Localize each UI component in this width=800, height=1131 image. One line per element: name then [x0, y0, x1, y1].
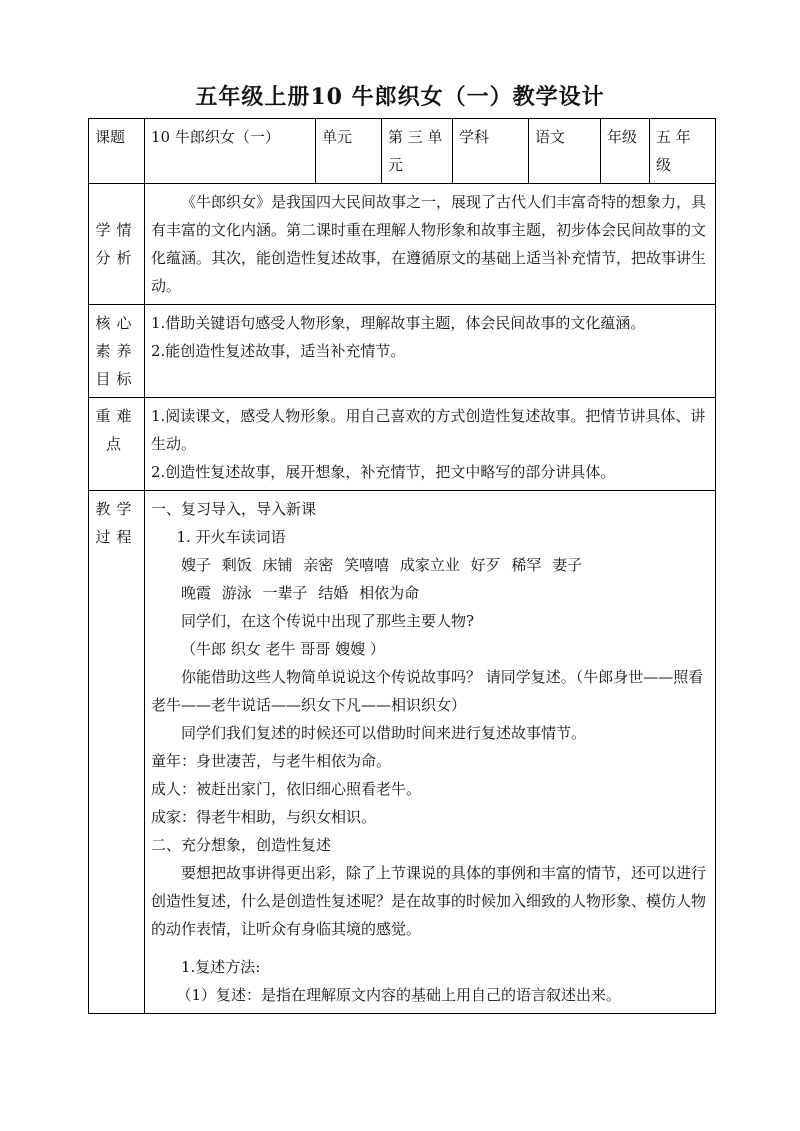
goals-label: 核心 素养 目标: [89, 305, 145, 398]
goal-item: 1.借助关键语句感受人物形象，理解故事主题，体会民间故事的文化蕴涵。: [151, 314, 646, 332]
topic-value: 10 牛郎织女（一）: [145, 119, 316, 184]
method-item: （1）复述：是指在理解原文内容的基础上用自己的语言叙述出来。: [176, 986, 622, 1004]
answer-text: （牛郎 织女 老牛 哥哥 嫂嫂 ）: [181, 640, 385, 658]
analysis-row: [89, 184, 716, 305]
header-row: [89, 119, 716, 184]
spacer: [151, 943, 709, 953]
question-text: 同学们，在这个传说中出现了那些主要人物?: [181, 612, 475, 630]
page-title: 五年级上册10 牛郎织女（一）教学设计: [195, 84, 605, 110]
method-heading: 1.复述方法:: [181, 958, 261, 976]
section-heading: 二、充分想象，创造性复述: [151, 836, 332, 854]
lesson-plan-table: [88, 118, 716, 1014]
keypoint-item: 1.阅读课文，感受人物形象。用自己喜欢的方式创造性复述故事。把情节讲具体、讲生动。: [151, 407, 706, 453]
subject-label: 学科: [453, 119, 529, 184]
keypoints-row: [89, 398, 716, 491]
goals-text-cell: [145, 305, 716, 398]
keypoints-label: 重难 点: [89, 398, 145, 491]
paragraph-text: 要想把故事讲得更出彩，除了上节课说的具体的事例和丰富的情节，还可以进行创造性复述，什么是创造性复述呢？是在故事的时候加入细致的人物形象、模仿人物的动作表情，让听众有身临其境的感觉。: [151, 864, 707, 938]
goals-row: [89, 305, 716, 398]
section-heading: 一、复习导入，导入新课: [151, 500, 317, 518]
topic-label: 课题: [89, 119, 145, 184]
process-row: [89, 491, 716, 1014]
analysis-text: 《牛郎织女》是我国四大民间故事之一，展现了古代人们丰富奇特的想象力，具有丰富的文化内涵。第二课时重在理解人物形象和故事主题，初步体会民间故事的文化蕴涵。其次，能创造性复述故事，在遵循原文的基础上适当补充情节，把故事讲生动。: [151, 193, 707, 295]
stage-line: 童年：身世凄苦，与老牛相依为命。: [151, 752, 392, 770]
instruction-text: 同学们我们复述的时候还可以借助时间来进行复述故事情节。: [181, 724, 587, 742]
stage-line: 成人：被赶出家门，依旧细心照看老牛。: [151, 780, 422, 798]
process-label: 教学 过程: [89, 491, 145, 1014]
subject-value: 语文: [529, 119, 601, 184]
analysis-text-cell: [145, 184, 716, 305]
goal-item: 2.能创造性复述故事，适当补充情节。: [151, 342, 406, 360]
vocabulary-line: 晚霞 游泳 一辈子 结婚 相依为命: [181, 584, 420, 602]
process-text-cell: [145, 491, 716, 1014]
vocabulary-line: 嫂子 剩饭 床铺 亲密 笑嘻嘻 成家立业 好歹 稀罕 妻子: [181, 556, 583, 574]
question-text: 你能借助这些人物简单说说这个传说故事吗？ 请同学复述。（牛郎身世——照看老牛——老牛说话——织女下凡——相识织女）: [151, 668, 704, 714]
keypoints-text-cell: [145, 398, 716, 491]
grade-label: 年级: [601, 119, 650, 184]
step-heading: 1. 开火车读词语: [176, 528, 286, 546]
unit-label: 单元: [316, 119, 382, 184]
stage-line: 成家：得老牛相助，与织女相识。: [151, 808, 377, 826]
unit-value: 第 三 单 元: [382, 119, 453, 184]
analysis-label: 学情 分析: [89, 184, 145, 305]
grade-value: 五 年 级: [650, 119, 716, 184]
keypoint-item: 2.创造性复述故事，展开想象，补充情节，把文中略写的部分讲具体。: [151, 463, 616, 481]
